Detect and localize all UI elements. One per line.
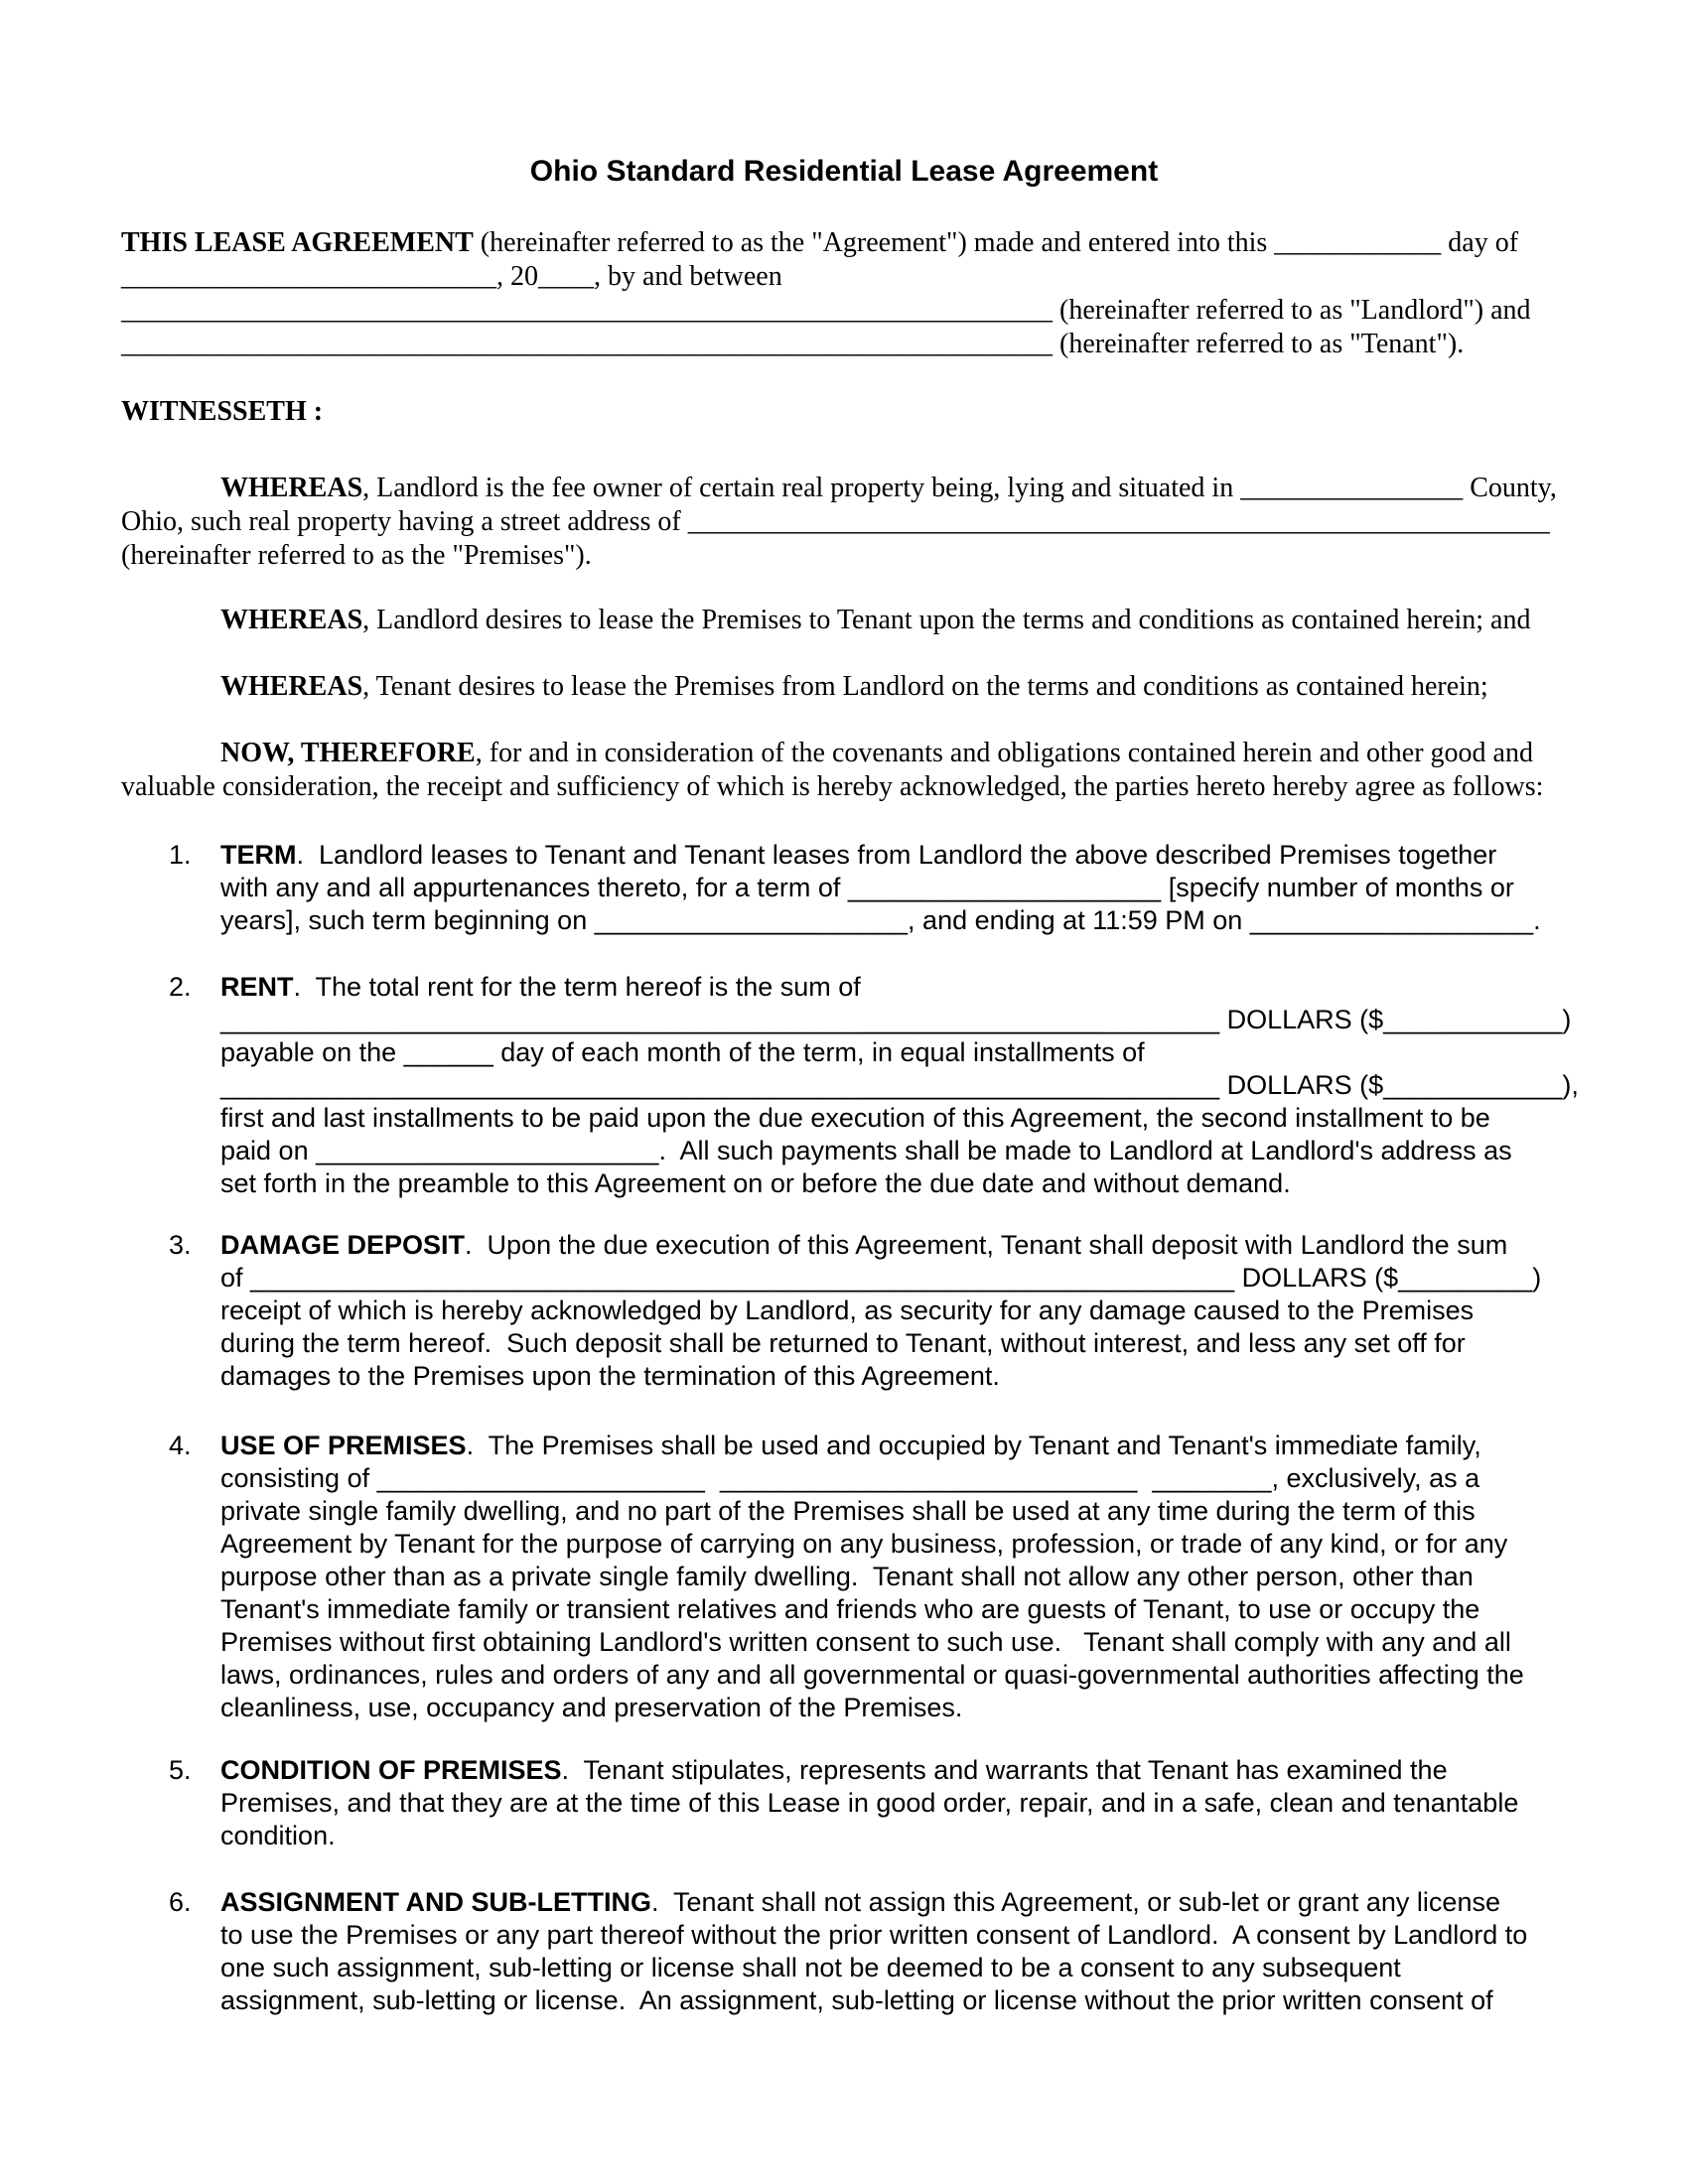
text-line: [220, 1659, 1567, 1692]
line-text: ___________________________________________________________________ DOLLARS ($____________): [220, 1005, 1572, 1034]
text-line: [220, 1919, 1567, 1952]
text-line: [121, 294, 1567, 328]
text-line: [220, 1495, 1567, 1528]
page-title: Ohio Standard Residential Lease Agreement: [529, 155, 1159, 188]
text-line: [220, 1787, 1567, 1820]
text-line: [121, 770, 1567, 804]
section-number: 5.: [169, 1755, 192, 1785]
text-line: [121, 539, 1567, 573]
line-text: . The Premises shall be used and occupied by Tenant and Tenant's immediate family,: [466, 1431, 1481, 1460]
text-line: [220, 1295, 1567, 1327]
line-text: set forth in the preamble to this Agreement on or before the due date and without demand.: [220, 1168, 1291, 1198]
bold-lead: CONDITION OF PREMISES: [220, 1755, 562, 1785]
line-text: of __________________________________________________________________ DOLLARS ($_________): [220, 1263, 1542, 1293]
text-line: [220, 1327, 1567, 1360]
bold-lead: WHEREAS: [220, 671, 363, 702]
text-line: [220, 1229, 1567, 1262]
bold-lead: DAMAGE DEPOSIT: [220, 1230, 466, 1260]
text-line: [220, 1952, 1567, 1984]
line-text: . The total rent for the term hereof is the sum of: [293, 972, 861, 1002]
bold-lead: USE OF PREMISES: [220, 1431, 467, 1460]
line-text: condition.: [220, 1821, 336, 1850]
line-text: receipt of which is hereby acknowledged by Landlord, as security for any damage caused to the Premises: [220, 1296, 1475, 1325]
bold-lead: WITNESSETH :: [121, 396, 324, 427]
line-text: damages to the Premises upon the termination of this Agreement.: [220, 1361, 1000, 1391]
line-text: valuable consideration, the receipt and sufficiency of which is hereby acknowledged, the parties hereto hereby agree as follows:: [121, 771, 1544, 802]
preamble-paragraph: [121, 226, 1567, 361]
whereas-owner-paragraph: [121, 472, 1567, 573]
line-text: to use the Premises or any part thereof without the prior written consent of Landlord. A consent by Landlord to: [220, 1920, 1528, 1950]
text-line: [220, 1004, 1572, 1036]
text-line: [121, 670, 1567, 704]
whereas-tenant-paragraph: [121, 670, 1567, 704]
text-line: [121, 226, 1567, 260]
bold-lead: WHEREAS: [220, 473, 363, 503]
line-text: paid on _______________________. All such payments shall be made to Landlord at Landlord's address as: [220, 1136, 1512, 1165]
section-number: 3.: [169, 1230, 192, 1260]
line-text: , Landlord desires to lease the Premises to Tenant upon the terms and conditions as contained herein; and: [362, 605, 1531, 635]
line-text: Tenant's immediate family or transient relatives and friends who are guests of Tenant, to use or occupy the: [220, 1594, 1480, 1624]
text-line: [220, 1593, 1567, 1626]
line-text: payable on the ______ day of each month of the term, in equal installments of: [220, 1037, 1145, 1067]
bold-lead: WHEREAS: [220, 605, 363, 635]
line-text: . Tenant stipulates, represents and warrants that Tenant has examined the: [561, 1755, 1448, 1785]
line-text: . Upon the due execution of this Agreement, Tenant shall deposit with Landlord the sum: [465, 1230, 1508, 1260]
line-text: cleanliness, use, occupancy and preservation of the Premises.: [220, 1693, 963, 1722]
line-text: , Tenant desires to lease the Premises from Landlord on the terms and conditions as contained herein;: [362, 671, 1488, 702]
text-line: [220, 1430, 1567, 1462]
text-line: [220, 1069, 1579, 1102]
text-line: [220, 1135, 1567, 1167]
text-line: [220, 1360, 1567, 1393]
text-line: [121, 260, 1567, 294]
line-text: first and last installments to be paid upon the due execution of this Agreement, the second installment to be: [220, 1103, 1490, 1133]
bold-lead: RENT: [220, 972, 294, 1002]
section-number: 6.: [169, 1887, 192, 1917]
text-line: [220, 1754, 1567, 1787]
bold-lead: TERM: [220, 840, 297, 870]
text-line: [121, 328, 1567, 361]
text-line: [220, 1692, 1567, 1724]
line-text: years], such term beginning on _____________________, and ending at 11:59 PM on ___________________.: [220, 905, 1541, 935]
text-line: [220, 1886, 1567, 1919]
line-text: during the term hereof. Such deposit shall be returned to Tenant, without interest, and less any set off for: [220, 1328, 1466, 1358]
text-line: [220, 1102, 1567, 1135]
text-line: [220, 1167, 1567, 1200]
line-text: , for and in consideration of the covenants and obligations contained herein and other good and: [475, 738, 1533, 768]
line-text: Agreement by Tenant for the purpose of carrying on any business, profession, or trade of any kind, or for any: [220, 1529, 1508, 1559]
text-line: [220, 1262, 1567, 1295]
text-line: [220, 904, 1567, 937]
line-text: ___________________________________________________________________ (hereinafter referred to as "Landlord") and: [121, 295, 1531, 326]
text-line: [121, 737, 1567, 770]
text-line: [121, 472, 1567, 505]
line-text: one such assignment, sub-letting or license shall not be deemed to be a consent to any subsequent: [220, 1953, 1401, 1982]
bold-lead: NOW, THEREFORE: [220, 738, 476, 768]
witnesseth-heading: [121, 395, 1567, 429]
text-line: [121, 505, 1567, 539]
line-text: Premises, and that they are at the time of this Lease in good order, repair, and in a safe, clean and tenantable: [220, 1788, 1519, 1818]
bold-lead: ASSIGNMENT AND SUB-LETTING: [220, 1887, 651, 1917]
line-text: . Landlord leases to Tenant and Tenant leases from Landlord the above described Premises together: [296, 840, 1497, 870]
line-text: (hereinafter referred to as the "Premises").: [121, 540, 592, 571]
line-text: Ohio, such real property having a street address of ______________________________________________________________: [121, 506, 1550, 537]
line-text: Premises without first obtaining Landlord's written consent to such use. Tenant shall comply with any and all: [220, 1627, 1511, 1657]
text-line: [220, 872, 1567, 904]
document-content: [121, 0, 1579, 2184]
text-line: [220, 971, 1567, 1004]
section-number: 4.: [169, 1431, 192, 1460]
line-text: ___________________________________________________________________ (hereinafter referred to as "Tenant").: [121, 329, 1465, 359]
line-text: ___________________________, 20____, by and between: [121, 261, 782, 292]
section-number: 2.: [169, 972, 192, 1002]
text-line: [220, 839, 1567, 872]
text-line: [220, 1528, 1567, 1561]
line-text: laws, ordinances, rules and orders of any and all governmental or quasi-governmental authorities affecting the: [220, 1660, 1524, 1690]
line-text: . Tenant shall not assign this Agreement, or sub-let or grant any license: [651, 1887, 1500, 1917]
text-line: [220, 1626, 1567, 1659]
bold-lead: THIS LEASE AGREEMENT: [121, 227, 474, 258]
section-number: 1.: [169, 840, 192, 870]
line-text: private single family dwelling, and no part of the Premises shall be used at any time during the term of this: [220, 1496, 1476, 1526]
text-line: [121, 604, 1567, 637]
line-text: purpose other than as a private single family dwelling. Tenant shall not allow any other person, other than: [220, 1562, 1474, 1591]
text-line: [220, 1561, 1567, 1593]
line-text: (hereinafter referred to as the "Agreement") made and entered into this ____________ day of: [473, 227, 1519, 258]
text-line: [220, 1984, 1567, 2017]
whereas-landlord-paragraph: [121, 604, 1567, 637]
line-text: with any and all appurtenances thereto, for a term of _____________________ [specify number of months or: [220, 873, 1514, 902]
now-therefore-paragraph: [121, 737, 1567, 804]
line-text: consisting of ______________________ ____________________________ ________, exclusively, as a: [220, 1463, 1480, 1493]
line-text: ___________________________________________________________________ DOLLARS ($____________),: [220, 1070, 1579, 1100]
text-line: [220, 1462, 1567, 1495]
line-text: assignment, sub-letting or license. An assignment, sub-letting or license without the prior written consent of: [220, 1985, 1493, 2015]
text-line: [220, 1820, 1567, 1852]
text-line: [121, 395, 1567, 429]
line-text: , Landlord is the fee owner of certain real property being, lying and situated in ________________ County,: [362, 473, 1557, 503]
text-line: [220, 1036, 1567, 1069]
